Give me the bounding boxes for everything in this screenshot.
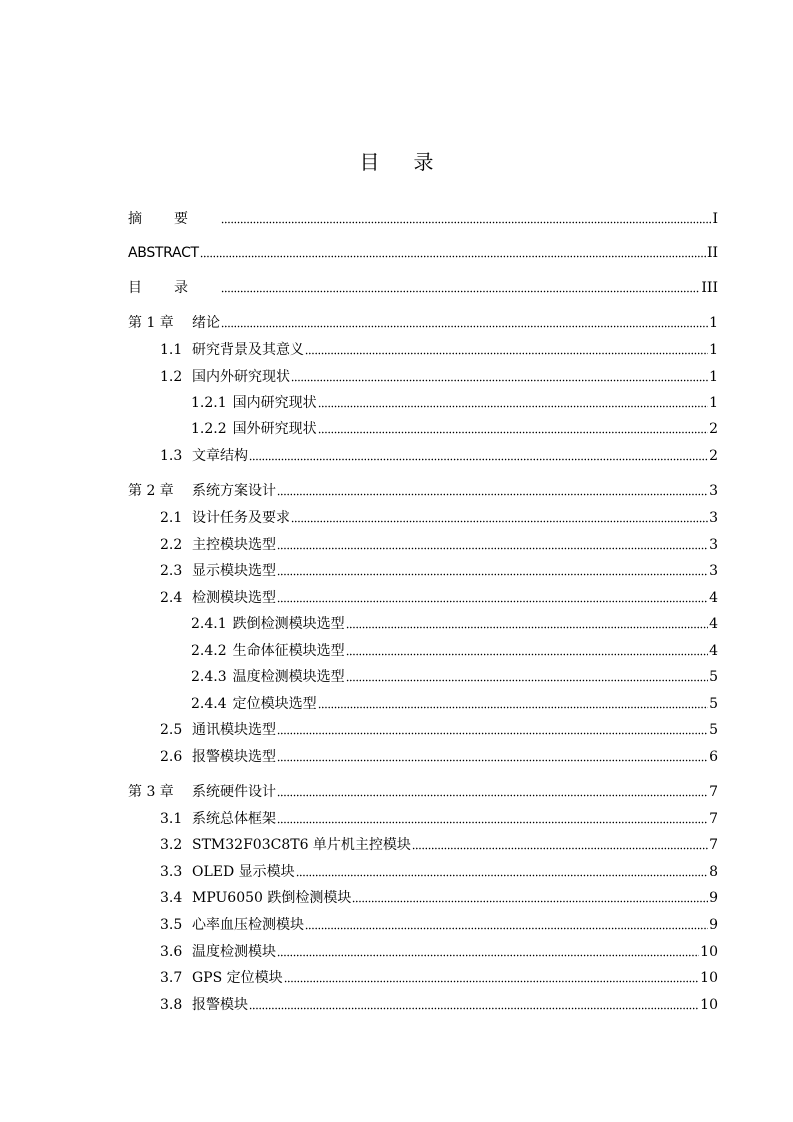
toc-entry-section[interactable] xyxy=(128,939,718,961)
toc-entry-title: 通讯模块选型 xyxy=(192,722,276,738)
toc-entry-title: ABSTRACT xyxy=(128,245,199,261)
toc-entry-number: 3.3 xyxy=(160,864,183,880)
toc-entry-number: 1.1 xyxy=(160,342,183,358)
toc-entry-subsection[interactable] xyxy=(128,664,718,686)
toc-entry-title: 系统方案设计 xyxy=(192,483,276,499)
toc-entry-section[interactable] xyxy=(128,806,718,828)
toc-leader-dots xyxy=(277,486,708,496)
toc-entry-page: 2 xyxy=(709,448,718,464)
toc-entry-page: 5 xyxy=(709,669,718,685)
toc-entry-page: 3 xyxy=(709,483,718,499)
toc-leader-dots xyxy=(249,451,708,461)
toc-leader-dots xyxy=(221,318,708,328)
toc-leader-dots xyxy=(221,214,711,224)
toc-entry-number: 3.7 xyxy=(160,970,183,986)
toc-entry-title: 国内外研究现状 xyxy=(192,369,290,385)
toc-leader-dots xyxy=(305,345,708,355)
toc-entry-number: 第 1 章 xyxy=(128,315,174,331)
toc-entry-number: 第 3 章 xyxy=(128,784,174,800)
toc-entry-subsection[interactable] xyxy=(128,611,718,633)
toc-entry-number: 2.1 xyxy=(160,510,183,526)
toc-entry-number: 2.4.3 xyxy=(191,669,227,685)
toc-entry-title: 定位模块选型 xyxy=(232,696,317,712)
toc-entry-title: 报警模块选型 xyxy=(192,749,276,765)
toc-entry-subsection[interactable] xyxy=(128,416,718,438)
toc-entry-page: 7 xyxy=(709,837,718,853)
toc-entry-section[interactable] xyxy=(128,505,718,527)
toc-leader-dots xyxy=(291,372,708,382)
toc-entry-page: 1 xyxy=(709,342,718,358)
toc-entry-page: II xyxy=(706,245,718,261)
toc-leader-dots xyxy=(291,513,708,523)
toc-entry-abstract-cn[interactable] xyxy=(128,206,718,228)
toc-entry-title: GPS 定位模块 xyxy=(192,970,283,986)
toc-entry-number: 2.6 xyxy=(160,749,183,765)
toc-entry-section[interactable] xyxy=(128,337,718,359)
toc-entry-title: 系统总体框架 xyxy=(192,811,276,827)
toc-entry-title: 国外研究现状 xyxy=(232,421,317,437)
toc-entry-page: 7 xyxy=(709,784,718,800)
toc-entry-section[interactable] xyxy=(128,364,718,386)
toc-entry-page: 1 xyxy=(709,395,718,411)
toc-leader-dots xyxy=(277,752,708,762)
toc-leader-dots xyxy=(412,840,708,850)
toc-leader-dots xyxy=(277,566,708,576)
toc-entry-section[interactable] xyxy=(128,859,718,881)
toc-entry-chapter-2[interactable] xyxy=(128,478,718,500)
toc-entry-page: 5 xyxy=(709,722,718,738)
toc-entry-page: 4 xyxy=(709,590,718,606)
toc-leader-dots xyxy=(277,593,708,603)
toc-entry-number: 1.2 xyxy=(160,369,183,385)
toc-leader-dots xyxy=(249,1000,699,1010)
toc-entry-number: 1.2.2 xyxy=(191,421,227,437)
toc-entry-section[interactable] xyxy=(128,992,718,1014)
toc-leader-dots xyxy=(305,920,708,930)
toc-entry-title: 心率血压检测模块 xyxy=(192,917,304,933)
toc-entry-page: 8 xyxy=(709,864,718,880)
toc-entry-title: 温度检测模块选型 xyxy=(232,669,345,685)
toc-entry-number: 3.6 xyxy=(160,944,183,960)
toc-entry-page: 9 xyxy=(709,917,718,933)
toc-entry-abstract-en[interactable] xyxy=(128,240,718,262)
toc-entry-number: 2.3 xyxy=(160,563,183,579)
toc-entry-title: 主控模块选型 xyxy=(192,537,276,553)
toc-entry-section[interactable] xyxy=(128,885,718,907)
toc-entry-page: 3 xyxy=(709,563,718,579)
toc-entry-section[interactable] xyxy=(128,532,718,554)
toc-leader-dots xyxy=(277,540,708,550)
toc-entry-page: 1 xyxy=(709,369,718,385)
toc-entry-section[interactable] xyxy=(128,912,718,934)
toc-entry-section[interactable] xyxy=(128,744,718,766)
toc-leader-dots xyxy=(277,787,708,797)
toc-entry-number: 2.5 xyxy=(160,722,183,738)
toc-entry-title: 国内研究现状 xyxy=(232,395,317,411)
toc-entry-page: I xyxy=(712,211,718,227)
toc-entry-number: 3.8 xyxy=(160,997,183,1013)
toc-entry-number: 3.1 xyxy=(160,811,183,827)
toc-entry-number: 3.4 xyxy=(160,890,183,906)
toc-entry-number: 1.3 xyxy=(160,448,183,464)
toc-entry-title: 检测模块选型 xyxy=(192,590,276,606)
toc-entry-number: 2.4.1 xyxy=(191,616,227,632)
toc-entry-section[interactable] xyxy=(128,443,718,465)
toc-entry-page: 5 xyxy=(709,696,718,712)
toc-leader-dots xyxy=(318,699,708,709)
toc-leader-dots xyxy=(277,947,699,957)
toc-entry-title: STM32F03C8T6 单片机主控模块 xyxy=(192,837,411,853)
toc-entry-title: 绪论 xyxy=(192,315,220,331)
toc-entry-number: 3.5 xyxy=(160,917,183,933)
toc-entry-section[interactable] xyxy=(128,965,718,987)
toc-entry-title: 目录 xyxy=(128,280,220,296)
toc-leader-dots xyxy=(221,283,700,293)
toc-entry-contents[interactable] xyxy=(128,275,718,297)
toc-entry-page: 6 xyxy=(709,749,718,765)
toc-entry-number: 1.2.1 xyxy=(191,395,227,411)
toc-leader-dots xyxy=(277,725,708,735)
toc-leader-dots xyxy=(277,814,708,824)
toc-entry-title: 报警模块 xyxy=(192,997,248,1013)
toc-entry-subsection[interactable] xyxy=(128,638,718,660)
toc-leader-dots xyxy=(296,867,708,877)
toc-entry-title: OLED 显示模块 xyxy=(192,864,295,880)
toc-entry-title: 显示模块选型 xyxy=(192,563,276,579)
toc-leader-dots xyxy=(346,646,708,656)
toc-entry-page: 9 xyxy=(709,890,718,906)
toc-entry-title: 温度检测模块 xyxy=(192,944,276,960)
toc-entry-number: 2.4.2 xyxy=(191,643,227,659)
toc-entry-chapter-3[interactable] xyxy=(128,779,718,801)
toc-leader-dots xyxy=(284,973,700,983)
toc-entry-page: 10 xyxy=(700,970,718,986)
toc-entry-section[interactable] xyxy=(128,558,718,580)
toc-entry-number: 3.2 xyxy=(160,837,183,853)
toc-entry-title: 研究背景及其意义 xyxy=(192,342,304,358)
toc-entry-title: 摘要 xyxy=(128,211,220,227)
toc-leader-dots xyxy=(346,619,708,629)
toc-entry-title: 跌倒检测模块选型 xyxy=(232,616,345,632)
toc-entry-page: 2 xyxy=(709,421,718,437)
toc-entry-page: 3 xyxy=(709,510,718,526)
toc-entry-section[interactable] xyxy=(128,832,718,854)
toc-entry-section[interactable] xyxy=(128,717,718,739)
toc-entry-subsection[interactable] xyxy=(128,390,718,412)
toc-entry-page: 10 xyxy=(700,944,718,960)
toc-entry-section[interactable] xyxy=(128,585,718,607)
toc-leader-dots xyxy=(318,398,708,408)
toc-entry-chapter-1[interactable] xyxy=(128,310,718,332)
toc-leader-dots xyxy=(346,672,708,682)
toc-entry-page: 4 xyxy=(709,643,718,659)
toc-leader-dots xyxy=(200,248,706,258)
toc-entry-page: 4 xyxy=(709,616,718,632)
toc-leader-dots xyxy=(352,893,708,903)
toc-entry-number: 2.4.4 xyxy=(191,696,227,712)
toc-entry-number: 2.2 xyxy=(160,537,183,553)
toc-leader-dots xyxy=(318,424,708,434)
toc-entry-page: III xyxy=(701,280,718,296)
toc-entry-title: 设计任务及要求 xyxy=(192,510,290,526)
toc-entry-number: 2.4 xyxy=(160,590,183,606)
page-title: 目录 xyxy=(359,150,468,174)
toc-entry-page: 1 xyxy=(709,315,718,331)
toc-entry-title: MPU6050 跌倒检测模块 xyxy=(192,890,352,906)
toc-entry-title: 系统硬件设计 xyxy=(192,784,276,800)
toc-entry-title: 文章结构 xyxy=(192,448,248,464)
toc-entry-subsection[interactable] xyxy=(128,691,718,713)
toc-entry-page: 3 xyxy=(709,537,718,553)
toc-entry-number: 第 2 章 xyxy=(128,483,174,499)
toc-entry-page: 7 xyxy=(709,811,718,827)
toc-entry-title: 生命体征模块选型 xyxy=(232,643,345,659)
toc-entry-page: 10 xyxy=(700,997,718,1013)
